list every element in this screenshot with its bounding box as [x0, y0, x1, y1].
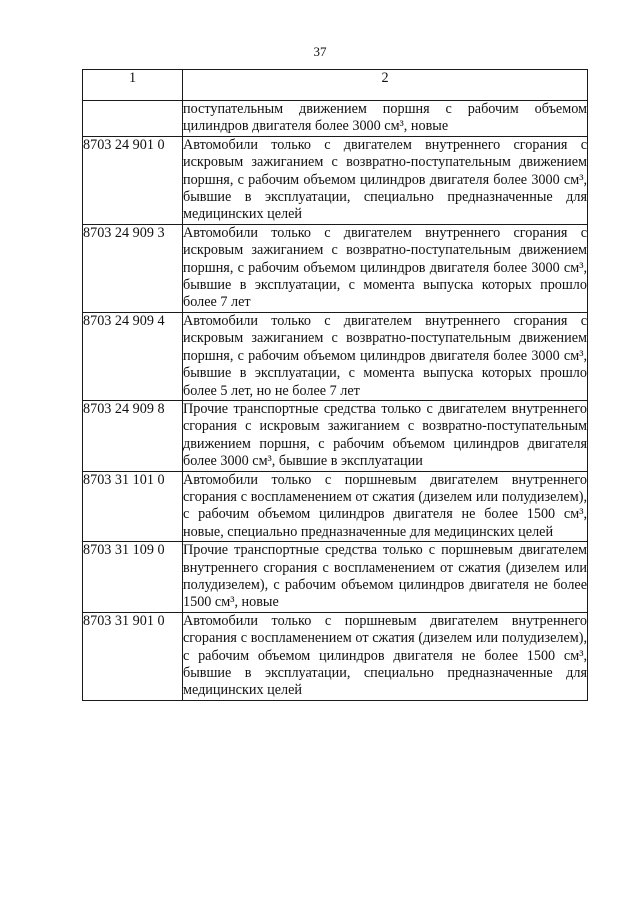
row-code: [83, 101, 183, 137]
row-description: Прочие транспортные средства только с двигателем внутреннего сгорания с искровым зажиганием с возвратно-поступательным движением поршня, с рабочим объемом цилиндров двигателя более 3000 см³, бывшие в эксплуатации: [183, 400, 587, 470]
table-row: [83, 542, 588, 613]
table-row: [83, 400, 588, 471]
row-description: Автомобили только с двигателем внутреннего сгорания с искровым зажиганием с возвратно-поступательным движением поршня, с рабочим объемом цилиндров двигателя более 3000 см³, бывшие в эксплуатации, с момента выпуска которых прошло более 5 лет, но не более 7 лет: [183, 312, 587, 399]
row-description: Автомобили только с двигателем внутреннего сгорания с искровым зажиганием с возвратно-поступательным движением поршня, с рабочим объемом цилиндров двигателя более 3000 см³, бывшие в эксплуатации, специально предназначенные для медицинских целей: [183, 136, 587, 223]
row-code: 8703 31 109 0: [83, 542, 183, 613]
table-row: [83, 101, 588, 137]
row-code: 8703 24 909 4: [83, 312, 183, 400]
tariff-table: [82, 69, 588, 701]
row-code: 8703 31 901 0: [83, 612, 183, 700]
table-header-row: [83, 70, 588, 101]
row-description: Автомобили только с поршневым двигателем внутреннего сгорания с воспламенением от сжатия (дизелем или полудизелем), с рабочим объемом цилиндров двигателя не более 1500 см³, бывшие в эксплуатации, специально предназначенные для медицинских целей: [183, 612, 587, 699]
table-row: [83, 312, 588, 400]
table-row: [83, 136, 588, 224]
table-row: [83, 471, 588, 542]
page-number: 37: [313, 44, 327, 59]
row-description: Автомобили только с двигателем внутреннего сгорания с искровым зажиганием с возвратно-поступательным движением поршня, с рабочим объемом цилиндров двигателя более 3000 см³, бывшие в эксплуатации, с момента выпуска которых прошло более 7 лет: [183, 224, 587, 311]
row-description: Прочие транспортные средства только с поршневым двигателем внутреннего сгорания с воспламенением от сжатия (дизелем или полудизелем), с рабочим объемом цилиндров двигателя не более 1500 см³, новые: [183, 542, 587, 611]
column-header-code: 1: [83, 70, 183, 101]
row-description: Автомобили только с поршневым двигателем внутреннего сгорания с воспламенением от сжатия (дизелем или полудизелем), с рабочим объемом цилиндров двигателя не более 1500 см³, новые, специально предназначенные для медицинских целей: [183, 471, 587, 540]
row-code: 8703 31 101 0: [83, 471, 183, 542]
row-description: поступательным движением поршня с рабочим объемом цилиндров двигателя более 3000 см³, новые: [183, 101, 587, 135]
row-code: 8703 24 901 0: [83, 136, 183, 224]
row-code: 8703 24 909 3: [83, 224, 183, 312]
row-code: 8703 24 909 8: [83, 400, 183, 471]
table-row: [83, 612, 588, 700]
column-header-description: 2: [183, 70, 588, 101]
table-row: [83, 224, 588, 312]
